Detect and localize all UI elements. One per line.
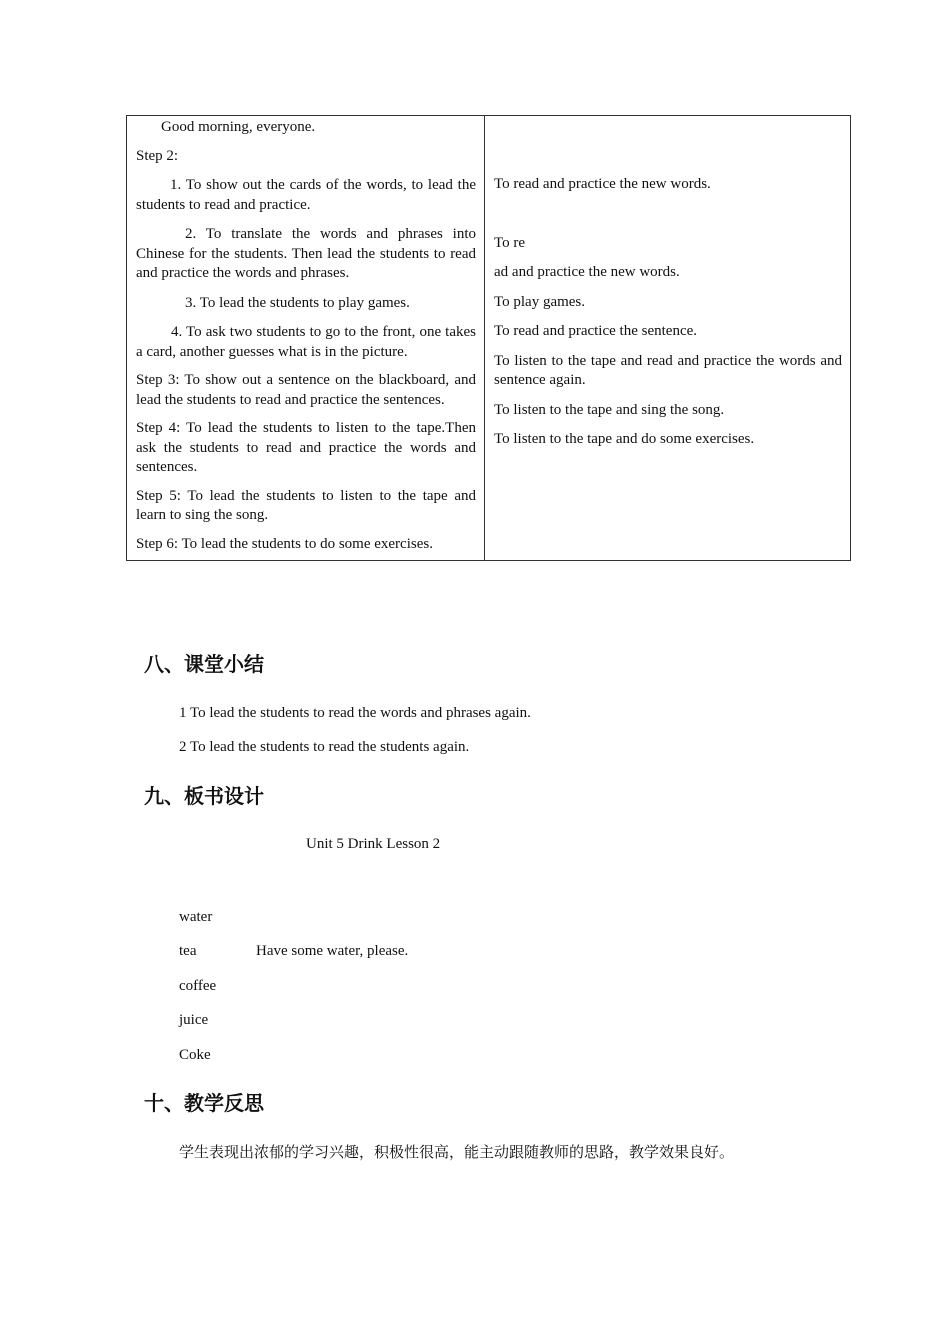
step-5-text: Step 5: To lead the students to listen to the tape and learn to sing the song. — [136, 487, 476, 523]
board-word-juice: juice — [179, 1012, 209, 1028]
student-activity-2a: To re — [494, 234, 526, 251]
board-word-water: water — [179, 909, 213, 925]
board-sentence: Have some water, please. — [256, 943, 409, 959]
step-2-item-2: 2. To translate the words and phrases into Chinese for the students. Then lead the students to read and practice the words and phrases. — [136, 226, 476, 281]
board-title: Unit 5 Drink Lesson 2 — [306, 836, 441, 852]
reflection-text: 学生表现出浓郁的学习兴趣，积极性很高，能主动跟随教师的思路，教学效果良好。 — [179, 1143, 735, 1161]
step-4-text: Step 4: To lead the students to listen to the tape.Then ask the students to read and practice the words and sentences. — [136, 420, 476, 475]
step-3-text: Step 3: To show out a sentence on the blackboard, and lead the students to read and practice the sentences. — [136, 372, 476, 408]
step-2-item-4: 4. To ask two students to go to the front, one takes a card, another guesses what is in the picture. — [136, 324, 476, 360]
student-activity-6: To listen to the tape and sing the song. — [494, 401, 725, 418]
student-activity-3: To play games. — [494, 293, 586, 310]
summary-heading: 八、课堂小结 — [144, 652, 264, 676]
greeting-text: Good morning, everyone. — [161, 119, 316, 135]
board-design-heading: 九、板书设计 — [144, 784, 264, 808]
student-activity-2b: ad and practice the new words. — [494, 264, 680, 280]
teacher-activities-cell — [127, 116, 485, 561]
step-6-text: Step 6: To lead the students to do some exercises. — [136, 535, 433, 552]
summary-line-2: 2 To lead the students to read the students again. — [179, 739, 470, 755]
step-2-item-1: 1. To show out the cards of the words, to lead the students to read and practice. — [136, 177, 476, 213]
student-activity-7: To listen to the tape and do some exercises. — [494, 431, 755, 447]
student-activity-5: To listen to the tape and read and practice the words and sentence again. — [494, 352, 842, 388]
board-word-coke: Coke — [179, 1047, 211, 1063]
board-word-tea: tea — [179, 943, 197, 959]
step-2-label: Step 2: — [136, 147, 179, 164]
summary-line-1: 1 To lead the students to read the words and phrases again. — [179, 705, 531, 721]
teaching-procedure-table — [126, 115, 851, 561]
reflection-heading: 十、教学反思 — [144, 1091, 264, 1115]
step-2-item-3: 3. To lead the students to play games. — [185, 294, 410, 311]
student-activity-1: To read and practice the new words. — [494, 176, 711, 192]
board-word-coffee: coffee — [179, 978, 217, 994]
student-activities-cell — [485, 116, 851, 561]
student-activity-4: To read and practice the sentence. — [494, 323, 698, 339]
